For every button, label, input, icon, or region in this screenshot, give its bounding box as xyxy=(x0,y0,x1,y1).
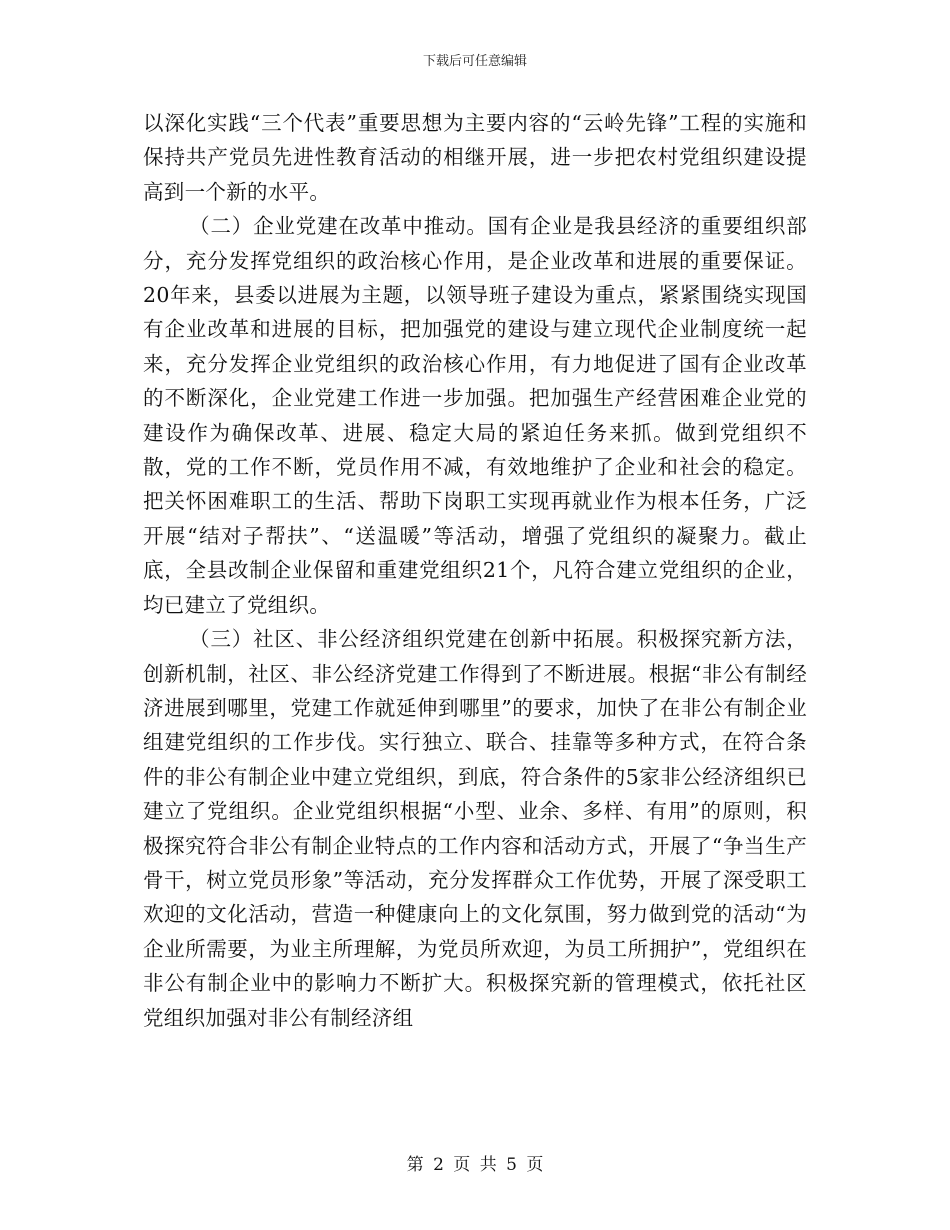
body-paragraph-3: （三）社区、非公经济组织党建在创新中拓展。积极探究新方法，创新机制，社区、非公经济党建工作得到了不断进展。根据“非公有制经济进展到哪里，党建工作就延伸到哪里”的要求，加快了在非公有制企业组建党组织的工作步伐。实行独立、联合、挂靠等多种方式，在符合条件的非公有制企业中建立党组织，到底，符合条件的5家非公经济组织已建立了党组织。企业党组织根据“小型、业余、多样、有用”的原则，积极探究符合非公有制企业特点的工作内容和活动方式，开展了“争当生产骨干，树立党员形象”等活动，充分发挥群众工作优势，开展了深受职工欢迎的文化活动，营造一种健康向上的文化氛围，努力做到党的活动“为企业所需要，为业主所理解，为党员所欢迎，为员工所拥护”，党组织在非公有制企业中的影响力不断扩大。积极探究新的管理模式，依托社区党组织加强对非公有制经济组 xyxy=(143,627,807,1030)
document-body xyxy=(143,106,807,1035)
page-header-note: 下载后可任意编辑 xyxy=(422,54,527,69)
body-paragraph-1: 以深化实践“三个代表”重要思想为主要内容的“云岭先锋”工程的实施和保持共产党员先进性教育活动的相继开展，进一步把农村党组织建设提高到一个新的水平。 xyxy=(143,111,807,204)
page-number-footer: 第 2 页 共 5 页 xyxy=(406,1155,544,1175)
body-paragraph-2: （二）企业党建在改革中推动。国有企业是我县经济的重要组织部分，充分发挥党组织的政治核心作用，是企业改革和进展的重要保证。20年来，县委以进展为主题，以领导班子建设为重点，紧紧围绕实现国有企业改革和进展的目标，把加强党的建设与建立现代企业制度统一起来，充分发挥企业党组织的政治核心作用，有力地促进了国有企业改革的不断深化，企业党建工作进一步加强。把加强生产经营困难企业党的建设作为确保改革、进展、稳定大局的紧迫任务来抓。做到党组织不散，党的工作不断，党员作用不减，有效地维护了企业和社会的稳定。把关怀困难职工的生活、帮助下岗职工实现再就业作为根本任务，广泛开展“结对子帮扶”、“送温暖”等活动，增强了党组织的凝聚力。截止底，全县改制企业保留和重建党组织21个，凡符合建立党组织的企业，均已建立了党组织。 xyxy=(143,214,807,617)
